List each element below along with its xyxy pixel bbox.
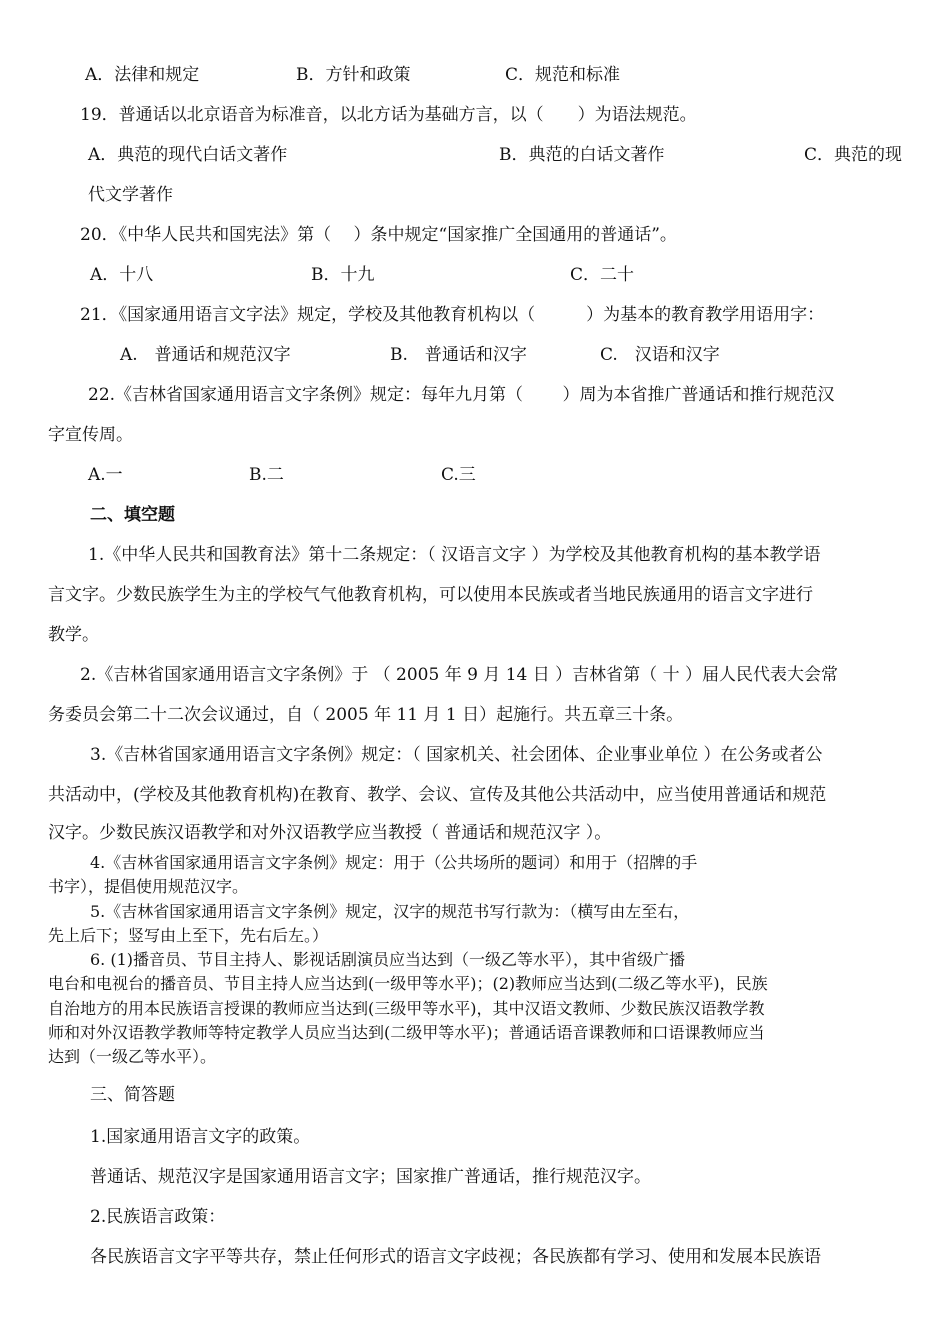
fill-in-3: 3.《吉林省国家通用语言文字条例》规定：（ 国家机关、社会团体、企业事业单位 ）在公务或者公 [90,745,823,765]
fill-in-1-line-3: 教学。 [48,625,99,645]
option-b: B.二 [249,465,284,485]
option-c: C. 汉语和汉字 [600,345,720,365]
fill-in-3-line-2: 共活动中，(学校及其他教育机构)在教育、教学、会议、宣传及其他公共活动中，应当使用普通话和规范 [48,785,827,805]
fill-in-1-line-2: 言文字。少数民族学生为主的学校气气他教育机构，可以使用本民族或者当地民族通用的语言文字进行 [48,585,813,605]
short-answer-1-question: 1.国家通用语言文字的政策。 [90,1127,311,1147]
question-19: 19．普通话以北京语音为标准音，以北方话为基础方言，以（ ）为语法规范。 [80,105,697,125]
option-b: B. 普通话和汉字 [390,345,527,365]
fill-in-6-line-4: 师和对外汉语教学教师等特定教学人员应当达到(二级甲等水平)；普通话语音课教师和口语课教师应当 [48,1023,765,1042]
section-heading-short-answer: 三、简答题 [90,1085,175,1105]
fill-in-4: 4.《吉林省国家通用语言文字条例》规定：用于（公共场所的题词）和用于（招牌的手 [90,853,698,872]
fill-in-5: 5.《吉林省国家通用语言文字条例》规定，汉字的规范书写行款为：（横写由左至右， [90,902,690,921]
option-a: A．法律和规定 [85,65,200,85]
option-c: C．规范和标准 [505,65,621,85]
fill-in-6-line-5: 达到（一级乙等水平）。 [48,1047,217,1066]
fill-in-2-line-2: 务委员会第二十二次会议通过，自（ 2005 年 11 月 1 日）起施行。共五章三十条。 [48,705,684,725]
question-22-continued: 字宣传周。 [48,425,133,445]
fill-in-6-line-2: 电台和电视台的播音员、节目主持人应当达到(一级甲等水平)；(2)教师应当达到(二级乙等水平)，民族 [48,974,768,993]
fill-in-3-line-3: 汉字。少数民族汉语教学和对外汉语教学应当教授（ 普通话和规范汉字 ）。 [48,823,612,843]
option-b: B．典范的白话文著作 [499,145,665,165]
section-heading-fill-in: 二、填空题 [90,505,175,525]
question-21: 21．《国家通用语言文字法》规定，学校及其他教育机构以（ ）为基本的教育教学用语用字： [80,305,825,325]
short-answer-2-question: 2.民族语言政策： [90,1207,226,1227]
fill-in-1: 1.《中华人民共和国教育法》第十二条规定：（ 汉语言文字 ）为学校及其他教育机构的基本教学语 [88,545,821,565]
option-b: B．方针和政策 [296,65,411,85]
option-a: A．典范的现代白话文著作 [88,145,288,165]
fill-in-4-line-2: 书字），提倡使用规范汉字。 [48,877,249,896]
option-c: C.三 [441,465,476,485]
option-a: A. 普通话和规范汉字 [120,345,291,365]
fill-in-6-line-3: 自治地方的用本民族语言授课的教师应当达到(三级甲等水平)，其中汉语文教师、少数民族汉语教学教 [48,999,765,1018]
fill-in-5-line-2: 先上后下；竖写由上至下，先右后左。） [48,926,329,945]
fill-in-2: 2.《吉林省国家通用语言文字条例》于 （ 2005 年 9 月 14 日 ）吉林省第（ 十 ）届人民代表大会常 [80,665,838,685]
fill-in-6: 6. (1)播音员、节目主持人、影视话剧演员应当达到（一级乙等水平），其中省级广播 [90,950,686,969]
short-answer-1-answer: 普通话、规范汉字是国家通用语言文字；国家推广普通话，推行规范汉字。 [90,1167,651,1187]
question-20: 20．《中华人民共和国宪法》第（ ）条中规定“国家推广全国通用的普通话”。 [80,225,677,245]
option-a: A．十八 [90,265,154,285]
option-c: C．典范的现 [804,145,903,165]
option-c-continued: 代文学著作 [88,185,173,205]
short-answer-2-answer: 各民族语言文字平等共存，禁止任何形式的语言文字歧视；各民族都有学习、使用和发展本民族语 [90,1247,821,1267]
option-c: C．二十 [570,265,635,285]
option-b: B．十九 [311,265,375,285]
option-a: A.一 [88,465,123,485]
question-22: 22.《吉林省国家通用语言文字条例》规定：每年九月第（ ）周为本省推广普通话和推行规范汉 [88,385,835,405]
